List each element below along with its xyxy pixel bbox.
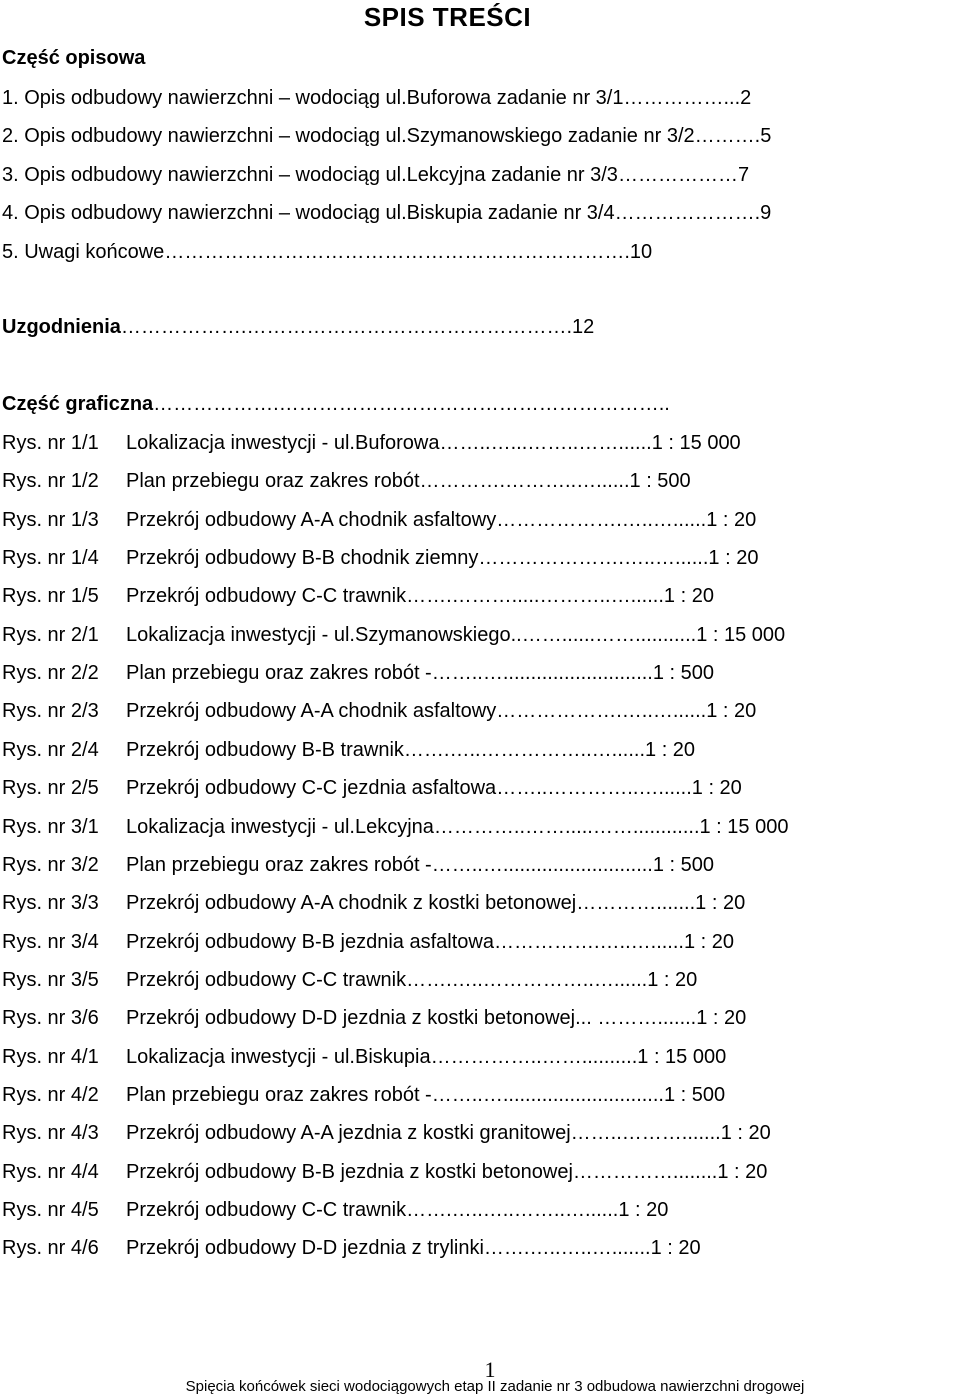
drawing-description: Przekrój odbudowy D-D jezdnia z kostki betonowej xyxy=(126,1007,576,1029)
drawing-entry xyxy=(2,546,954,570)
drawing-entry xyxy=(2,661,954,685)
drawing-number: Rys. nr 3/6 xyxy=(2,1007,99,1029)
drawing-leader: …….…..……………..…...... xyxy=(406,969,648,991)
approvals-leader: ……………….…………………………………………. xyxy=(120,316,573,338)
toc-entry-text: 3. Opis odbudowy nawierzchni – wodociąg ul.Lekcyjna zadanie nr 3/3 xyxy=(2,164,618,186)
drawing-scale: 1 : 20 xyxy=(618,1199,669,1221)
drawing-scale: 1 : 20 xyxy=(645,739,696,761)
drawing-number: Rys. nr 4/3 xyxy=(2,1122,99,1144)
toc-entry-leader: ……………………………………………………………. xyxy=(164,241,630,263)
toc-entry-text: 1. Opis odbudowy nawierzchni – wodociąg ul.Buforowa zadanie nr 3/1 xyxy=(2,87,624,109)
drawing-description: Przekrój odbudowy B-B trawnik xyxy=(126,739,404,761)
drawing-leader: …………..…….....……............ xyxy=(433,816,700,838)
toc-entry xyxy=(2,201,771,225)
drawing-scale: 1 : 20 xyxy=(691,777,742,799)
drawing-description: Przekrój odbudowy B-B jezdnia asfaltowa xyxy=(126,931,494,953)
drawing-entry xyxy=(2,431,954,455)
drawing-entry xyxy=(2,930,954,954)
drawing-leader: …….…..…..…....... xyxy=(483,1237,651,1259)
drawing-scale: 1 : 20 xyxy=(717,1161,768,1183)
toc-entry xyxy=(2,163,749,187)
drawing-entry xyxy=(2,584,954,608)
drawing-leader: ……..…...……..……...... xyxy=(439,432,652,454)
drawing-leader: ……..…............................. xyxy=(431,1084,664,1106)
drawing-leader: ……..…........................... xyxy=(431,662,653,684)
toc-entry-page: 10 xyxy=(629,241,653,263)
drawing-number: Rys. nr 1/4 xyxy=(2,547,99,569)
drawing-scale: 1 : 20 xyxy=(695,892,746,914)
drawing-leader: ……………..…….......... xyxy=(430,1046,638,1068)
drawing-entry xyxy=(2,891,954,915)
toc-entry-text: 4. Opis odbudowy nawierzchni – wodociąg ul.Biskupia zadanie nr 3/4 xyxy=(2,202,615,224)
toc-entry-page: 5 xyxy=(760,125,772,147)
toc-entry-text: 2. Opis odbudowy nawierzchni – wodociąg ul.Szymanowskiego zadanie nr 3/2 xyxy=(2,125,695,147)
toc-entry-leader: …………………. xyxy=(614,202,761,224)
drawing-scale: 1 : 20 xyxy=(708,547,759,569)
drawing-entry xyxy=(2,1006,954,1030)
drawing-description: Przekrój odbudowy C-C trawnik xyxy=(126,969,407,991)
drawing-leader: …….…..…..……..…...... xyxy=(406,1199,619,1221)
drawing-number: Rys. nr 3/3 xyxy=(2,892,99,914)
toc-entry-text: 5. Uwagi końcowe xyxy=(2,241,165,263)
toc-entry-leader: ……………… xyxy=(617,164,738,186)
drawing-description: Lokalizacja inwestycji - ul.Szymanowskiego xyxy=(126,624,511,646)
drawing-number: Rys. nr 4/6 xyxy=(2,1237,99,1259)
drawing-description: Przekrój odbudowy D-D jezdnia z trylinki xyxy=(126,1237,484,1259)
approvals-entry xyxy=(2,316,594,339)
drawing-leader: ……..…………..…...... xyxy=(496,777,692,799)
drawing-leader: ……..………....... xyxy=(570,1122,721,1144)
drawing-scale: 1 : 15 000 xyxy=(699,816,789,838)
drawing-entry xyxy=(2,699,954,723)
drawing-scale: 1 : 20 xyxy=(647,969,698,991)
toc-entry-leader: ………. xyxy=(694,125,761,147)
drawing-description: Lokalizacja inwestycji - ul.Biskupia xyxy=(126,1046,431,1068)
toc-entry-page: 2 xyxy=(740,87,752,109)
drawing-entry xyxy=(2,1198,954,1222)
toc-entry xyxy=(2,86,751,110)
section-heading-descriptive: Część opisowa xyxy=(2,47,146,69)
toc-entry-leader: ……………... xyxy=(623,87,741,109)
drawing-leader: ………….………..…...... xyxy=(419,470,630,492)
drawing-description: Lokalizacja inwestycji - ul.Lekcyjna xyxy=(126,816,434,838)
drawing-number: Rys. nr 1/1 xyxy=(2,432,99,454)
drawing-leader: ………………….…..…...... xyxy=(478,547,709,569)
drawing-leader: ... ………....... xyxy=(575,1007,697,1029)
drawing-description: Plan przebiegu oraz zakres robót - xyxy=(126,854,432,876)
drawing-number: Rys. nr 1/5 xyxy=(2,585,99,607)
drawing-description: Przekrój odbudowy A-A chodnik asfaltowy xyxy=(126,509,497,531)
drawing-description: Przekrój odbudowy A-A chodnik z kostki betonowej xyxy=(126,892,577,914)
drawing-number: Rys. nr 3/1 xyxy=(2,816,99,838)
drawing-number: Rys. nr 4/4 xyxy=(2,1161,99,1183)
drawing-scale: 1 : 20 xyxy=(663,585,714,607)
drawing-number: Rys. nr 1/2 xyxy=(2,470,99,492)
toc-entry-page: 7 xyxy=(737,164,750,186)
approvals-label: Uzgodnienia xyxy=(2,316,121,338)
drawing-number: Rys. nr 4/2 xyxy=(2,1084,99,1106)
drawing-scale: 1 : 500 xyxy=(652,662,715,684)
drawing-entry xyxy=(2,469,954,493)
drawing-entry xyxy=(2,853,954,877)
drawing-leader: ..……......……........... xyxy=(510,624,697,646)
drawing-leader: ……………........ xyxy=(572,1161,718,1183)
page-number: 1 xyxy=(484,1357,496,1382)
drawing-scale: 1 : 500 xyxy=(652,854,715,876)
drawing-description: Plan przebiegu oraz zakres robót - xyxy=(126,662,432,684)
graphic-section-leader: ……………….………………………………………………….. xyxy=(153,393,670,415)
drawing-description: Przekrój odbudowy C-C trawnik xyxy=(126,1199,407,1221)
drawing-scale: 1 : 20 xyxy=(706,509,757,531)
drawing-scale: 1 : 20 xyxy=(720,1122,771,1144)
drawing-scale: 1 : 20 xyxy=(650,1237,701,1259)
drawing-description: Plan przebiegu oraz zakres robót xyxy=(126,470,420,492)
drawing-number: Rys. nr 4/5 xyxy=(2,1199,99,1221)
toc-entry xyxy=(2,124,771,148)
drawing-description: Lokalizacja inwestycji - ul.Buforowa xyxy=(126,432,440,454)
drawing-number: Rys. nr 4/1 xyxy=(2,1046,99,1068)
drawing-leader: …….……….....………..…...... xyxy=(406,585,664,607)
drawing-number: Rys. nr 3/4 xyxy=(2,931,99,953)
drawing-scale: 1 : 500 xyxy=(663,1084,726,1106)
drawing-description: Przekrój odbudowy B-B chodnik ziemny xyxy=(126,547,479,569)
drawing-leader: ……………….…..…...... xyxy=(496,509,707,531)
drawing-leader: …………….…..…...... xyxy=(493,931,684,953)
drawing-entry xyxy=(2,738,954,762)
drawing-number: Rys. nr 2/5 xyxy=(2,777,99,799)
drawing-number: Rys. nr 2/1 xyxy=(2,624,99,646)
drawing-entry xyxy=(2,776,954,800)
section-heading-graphic xyxy=(2,393,670,416)
drawing-scale: 1 : 15 000 xyxy=(651,432,741,454)
drawing-entry xyxy=(2,968,954,992)
drawing-entry xyxy=(2,1236,954,1260)
drawing-entry xyxy=(2,1045,954,1069)
toc-entry-page: 9 xyxy=(760,202,772,224)
drawing-scale: 1 : 20 xyxy=(696,1007,747,1029)
drawing-entry xyxy=(2,1160,954,1184)
drawing-leader: …….…..……………..…...... xyxy=(403,739,646,761)
drawing-number: Rys. nr 2/3 xyxy=(2,700,99,722)
drawing-entry xyxy=(2,623,954,647)
drawing-number: Rys. nr 3/2 xyxy=(2,854,99,876)
drawing-description: Przekrój odbudowy C-C trawnik xyxy=(126,585,407,607)
drawing-number: Rys. nr 2/4 xyxy=(2,739,99,761)
drawing-description: Przekrój odbudowy C-C jezdnia asfaltowa xyxy=(126,777,497,799)
page-title: SPIS TREŚCI xyxy=(363,2,532,32)
drawing-description: Przekrój odbudowy B-B jezdnia z kostki betonowej xyxy=(126,1161,573,1183)
drawing-leader: …………....... xyxy=(576,892,696,914)
drawing-scale: 1 : 500 xyxy=(629,470,691,492)
drawing-scale: 1 : 15 000 xyxy=(696,624,786,646)
drawing-scale: 1 : 20 xyxy=(706,700,757,722)
page-footer: Spięcia końcówek sieci wodociągowych etap II zadanie nr 3 odbudowa nawierzchni drogowej xyxy=(185,1378,805,1395)
drawing-scale: 1 : 20 xyxy=(683,931,735,953)
drawing-number: Rys. nr 1/3 xyxy=(2,509,99,531)
drawing-entry xyxy=(2,508,954,532)
drawing-number: Rys. nr 2/2 xyxy=(2,662,99,684)
drawing-entry xyxy=(2,815,954,839)
drawing-entry xyxy=(2,1083,954,1107)
drawing-scale: 1 : 15 000 xyxy=(637,1046,727,1068)
drawing-description: Przekrój odbudowy A-A jezdnia z kostki granitowej xyxy=(126,1122,571,1144)
drawing-description: Przekrój odbudowy A-A chodnik asfaltowy xyxy=(126,700,497,722)
drawing-description: Plan przebiegu oraz zakres robót - xyxy=(126,1084,432,1106)
drawing-leader: ……..…........................... xyxy=(431,854,653,876)
drawing-number: Rys. nr 3/5 xyxy=(2,969,99,991)
toc-entry xyxy=(2,240,652,264)
drawing-leader: ……………….…..…...... xyxy=(496,700,707,722)
drawing-entry xyxy=(2,1121,954,1145)
graphic-section-label: Część graficzna xyxy=(2,393,154,415)
approvals-page: 12 xyxy=(572,316,595,338)
